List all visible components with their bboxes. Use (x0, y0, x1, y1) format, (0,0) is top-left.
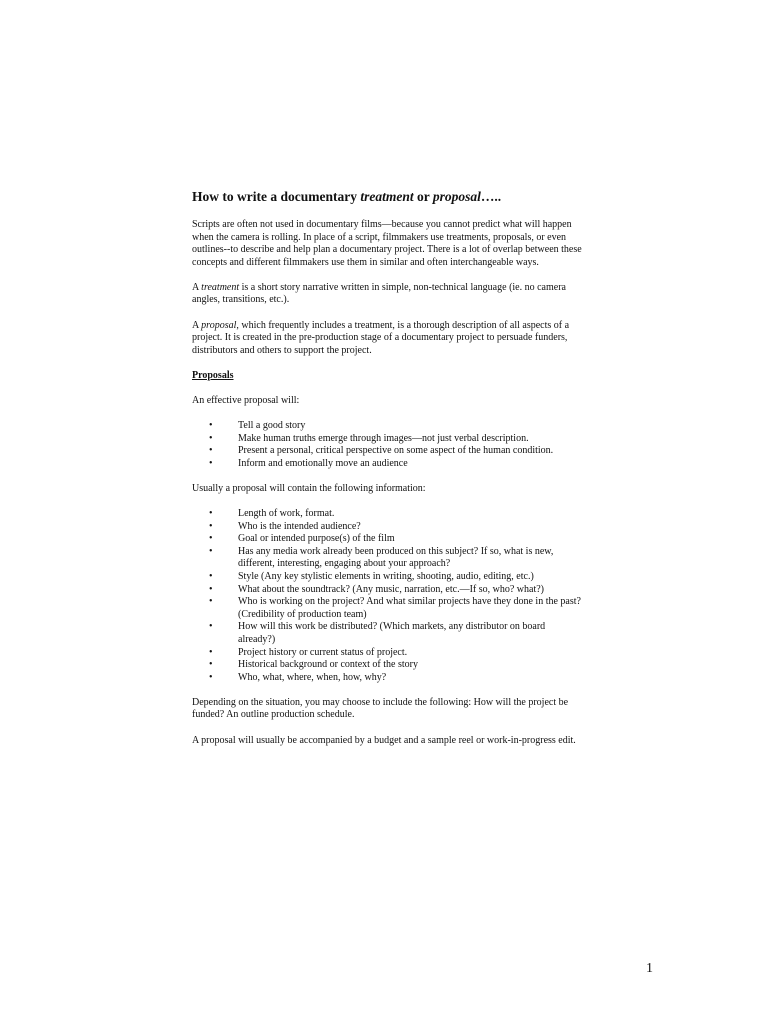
effective-list (192, 420, 582, 470)
bullet-glyph: • (209, 545, 213, 557)
list-item-text: Who is working on the project? And what similar projects have they done in the past? (Credibility of production team) (238, 596, 581, 620)
document-body (192, 189, 582, 760)
title-part-3: ….. (480, 189, 502, 204)
list-item-text: Historical background or context of the story (238, 659, 418, 671)
proposal-prefix: A (192, 319, 202, 331)
list-item (192, 445, 582, 458)
effective-intro: An effective proposal will: (192, 394, 300, 406)
list-item (192, 647, 582, 660)
closing-paragraph: A proposal will usually be accompanied by a budget and a sample reel or work-in-progress edit. (192, 734, 576, 746)
list-item-text: Goal or intended purpose(s) of the film (238, 533, 395, 545)
proposal-paragraph (192, 320, 582, 358)
title-proposal-word: proposal (432, 189, 481, 204)
bullet-glyph: • (209, 583, 213, 595)
list-item (192, 546, 582, 571)
title-part-2: or (413, 189, 433, 204)
bullet-glyph: • (209, 646, 213, 658)
list-item (192, 521, 582, 534)
bullet-glyph: • (209, 508, 213, 519)
contain-intro: Usually a proposal will contain the following information: (192, 482, 426, 494)
bullet-glyph: • (209, 432, 213, 444)
page-number: 1 (646, 961, 653, 976)
bullet-glyph: • (209, 596, 213, 608)
bullet-glyph: • (209, 671, 213, 683)
proposal-text: , which frequently includes a treatment, is a thorough description of all aspects of a project. It is created in the pre-production stage of a documentary project to persuade funders, distributors and others to support the project. (192, 319, 570, 356)
list-item-text: Project history or current status of project. (238, 646, 408, 658)
list-item (192, 659, 582, 672)
list-item (192, 596, 582, 621)
list-item-text: Length of work, format. (238, 508, 335, 519)
list-item (192, 433, 582, 446)
bullet-glyph: • (209, 533, 213, 545)
document-title (192, 189, 582, 205)
contain-list (192, 508, 582, 684)
bullet-glyph: • (209, 659, 213, 671)
list-item-text: Who, what, where, when, how, why? (238, 671, 387, 683)
list-item-text: Make human truths emerge through images—not just verbal description. (238, 432, 529, 444)
list-item-text: Has any media work already been produced on this subject? If so, what is new, different, interesting, engaging about your approach? (238, 545, 554, 570)
list-item (192, 458, 582, 471)
list-item (192, 533, 582, 546)
list-item (192, 571, 582, 584)
proposals-heading: Proposals (192, 369, 234, 381)
intro-paragraph: Scripts are often not used in documentary films—because you cannot predict what will happen when the camera is rolling. In place of a script, filmmakers use treatments, proposals, or even outlines--to describe and help plan a documentary project. There is a lot of overlap between these concepts and different filmmakers use them in similar and often interchangeable ways. (192, 219, 582, 268)
bullet-glyph: • (209, 520, 213, 532)
list-item-text: What about the soundtrack? (Any music, narration, etc.—If so, who? what?) (238, 583, 545, 595)
bullet-glyph: • (209, 570, 213, 582)
list-item (192, 508, 582, 521)
treatment-prefix: A (192, 281, 202, 293)
proposal-term: proposal (201, 319, 237, 331)
list-item (192, 584, 582, 597)
list-item-text: Inform and emotionally move an audience (238, 457, 408, 469)
list-item-text: How will this work be distributed? (Which markets, any distributor on board already?) (238, 621, 546, 645)
list-item (192, 621, 582, 646)
treatment-term: treatment (201, 281, 240, 293)
list-item-text: Tell a good story (238, 420, 306, 432)
bullet-glyph: • (209, 445, 213, 457)
list-item-text: Style (Any key stylistic elements in writing, shooting, audio, editing, etc.) (238, 570, 534, 582)
bullet-glyph: • (209, 457, 213, 469)
treatment-paragraph (192, 282, 582, 307)
depending-paragraph: Depending on the situation, you may choose to include the following: How will the project be funded? An outline production schedule. (192, 696, 569, 721)
bullet-glyph: • (209, 420, 213, 432)
bullet-glyph: • (209, 621, 213, 633)
list-item (192, 420, 582, 433)
list-item-text: Who is the intended audience? (238, 520, 361, 532)
list-item-text: Present a personal, critical perspective on some aspect of the human condition. (238, 445, 554, 457)
title-part-1: How to write a documentary (192, 189, 361, 204)
title-treatment-word: treatment (360, 189, 414, 204)
list-item (192, 672, 582, 685)
treatment-text: is a short story narrative written in simple, non-technical language (ie. no camera angles, transitions, etc.). (192, 281, 566, 306)
